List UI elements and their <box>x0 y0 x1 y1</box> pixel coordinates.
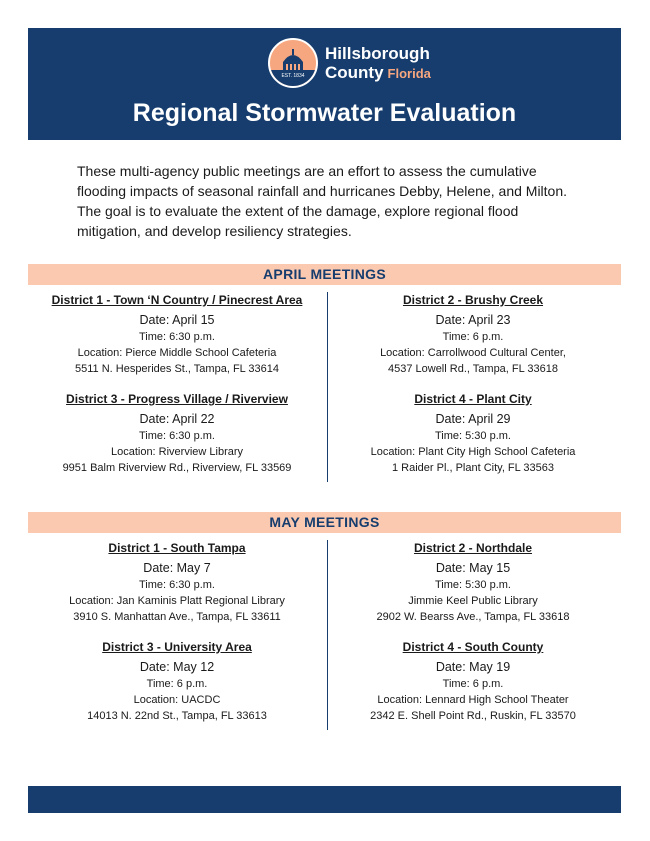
meeting-date: Date: May 12 <box>139 660 215 674</box>
april-meeting-district-1 <box>32 292 322 377</box>
meeting-date: Date: April 15 <box>139 313 215 327</box>
brand-line1: Hillsborough <box>325 44 430 63</box>
meeting-time: Time: 6:30 p.m. <box>138 579 215 591</box>
meeting-address: 9951 Balm Riverview Rd., Riverview, FL 33569 <box>62 462 292 474</box>
meeting-time: Time: 6 p.m. <box>442 331 504 343</box>
meeting-time: Time: 5:30 p.m. <box>434 430 511 442</box>
meeting-location: Jimmie Keel Public Library <box>408 595 538 607</box>
april-meeting-district-4 <box>328 391 618 476</box>
may-section-heading: MAY MEETINGS <box>28 512 621 533</box>
meeting-time: Time: 5:30 p.m. <box>434 579 511 591</box>
meeting-address: 5511 N. Hesperides St., Tampa, FL 33614 <box>74 363 280 375</box>
meeting-address: 4537 Lowell Rd., Tampa, FL 33618 <box>387 363 558 375</box>
april-section-heading: APRIL MEETINGS <box>28 264 621 285</box>
meeting-time: Time: 6:30 p.m. <box>138 331 215 343</box>
meeting-title: District 2 - Brushy Creek <box>402 293 544 307</box>
meeting-title: District 2 - Northdale <box>413 541 533 555</box>
meeting-address: 2902 W. Bearss Ave., Tampa, FL 33618 <box>376 611 570 623</box>
meeting-date: Date: May 19 <box>435 660 511 674</box>
meeting-time: Time: 6 p.m. <box>442 678 504 690</box>
april-meeting-district-3 <box>32 391 322 476</box>
meeting-title: District 3 - University Area <box>102 640 252 654</box>
meeting-address: 2342 E. Shell Point Rd., Ruskin, FL 33570 <box>370 710 576 722</box>
brand-state: Florida <box>387 66 431 81</box>
intro-paragraph: These multi-agency public meetings are an effort to assess the cumulative flooding impacts of seasonal rainfall and hurricanes Debby, Helene, and Milton. The goal is to evaluate the extent of the damage, explore regional flood mitigation, and develop resiliency strategies. <box>77 163 568 239</box>
meeting-location: Location: Plant City High School Cafeteria <box>370 446 576 458</box>
meeting-title: District 3 - Progress Village / Riverview <box>66 392 288 406</box>
meeting-date: Date: April 29 <box>435 412 511 426</box>
meeting-title: District 4 - South County <box>402 640 544 654</box>
header-banner <box>28 28 621 140</box>
meeting-date: Date: May 15 <box>435 561 511 575</box>
county-logo <box>268 38 448 90</box>
meeting-date: Date: April 23 <box>435 313 511 327</box>
may-meeting-district-3 <box>32 639 322 724</box>
meeting-location: Location: Lennard High School Theater <box>377 694 569 706</box>
meeting-title: District 1 - Town ‘N Country / Pinecrest Area <box>51 293 303 307</box>
meeting-address: 3910 S. Manhattan Ave., Tampa, FL 33611 <box>73 611 281 623</box>
meeting-time: Time: 6:30 p.m. <box>138 430 215 442</box>
meeting-location: Location: Carrollwood Cultural Center, <box>380 347 566 359</box>
brand-name <box>325 44 431 83</box>
meeting-location: Location: Pierce Middle School Cafeteria <box>77 347 277 359</box>
meeting-location: Location: UACDC <box>133 694 221 706</box>
meeting-time: Time: 6 p.m. <box>146 678 208 690</box>
meeting-location: Location: Riverview Library <box>110 446 244 458</box>
meeting-title: District 1 - South Tampa <box>108 541 246 555</box>
meeting-title: District 4 - Plant City <box>414 392 532 406</box>
may-meeting-district-1 <box>32 540 322 625</box>
footer-banner <box>28 786 621 813</box>
meeting-address: 14013 N. 22nd St., Tampa, FL 33613 <box>87 710 267 722</box>
may-meeting-district-2 <box>328 540 618 625</box>
meeting-address: 1 Raider Pl., Plant City, FL 33563 <box>391 462 555 474</box>
may-meeting-district-4 <box>328 639 618 724</box>
april-meeting-district-2 <box>328 292 618 377</box>
brand-county: County <box>325 63 384 82</box>
brand-line2 <box>325 63 431 83</box>
meeting-date: Date: April 22 <box>139 412 215 426</box>
meeting-location: Location: Jan Kaminis Platt Regional Library <box>69 595 285 607</box>
county-seal-icon <box>268 38 318 88</box>
meeting-date: Date: May 7 <box>143 561 211 575</box>
seal-text: EST. 1834 <box>281 73 305 79</box>
page-title: Regional Stormwater Evaluation <box>132 99 517 127</box>
